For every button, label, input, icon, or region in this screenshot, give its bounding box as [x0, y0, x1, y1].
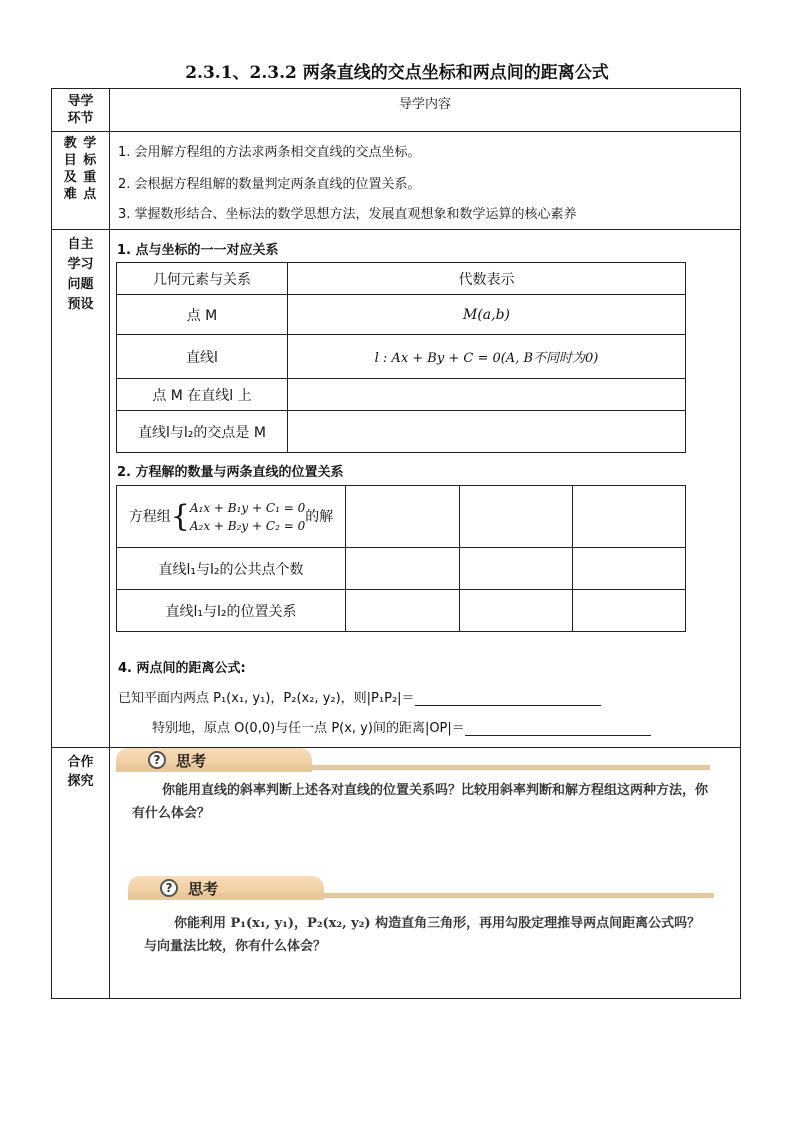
table-cell: M(a,b): [288, 295, 686, 335]
table-cell: [346, 590, 460, 632]
think-label-2: 思考: [188, 880, 219, 898]
goal-item-3: 3. 掌握数形结合、坐标法的数学思想方法，发展直观想象和数学运算的核心素养: [118, 207, 577, 222]
table-cell: 直线l₁与l₂的公共点个数: [117, 548, 346, 590]
table-cell: 点 M 在直线l 上: [117, 379, 288, 411]
equation-system: [190, 499, 305, 535]
table-cell: [460, 548, 573, 590]
table-cell: [117, 486, 346, 548]
table-cell: [573, 486, 686, 548]
table-cell: [460, 590, 573, 632]
formula-text: 特别地，原点 O(0,0)与任一点 P(x, y)间的距离|OP|＝: [152, 721, 465, 736]
question-icon: ?: [148, 751, 166, 769]
table-cell: [346, 548, 460, 590]
self-study-label: 自主学习问题预设: [67, 237, 94, 312]
table-cell: [288, 379, 686, 411]
question-icon: ?: [160, 879, 178, 897]
table-cell: l : Ax + By + C = 0(A, B不同时为0): [288, 335, 686, 379]
think-label-1: 思考: [176, 752, 207, 770]
answer-blank: [415, 690, 601, 706]
table-cell: 直线l: [117, 335, 288, 379]
table-cell: 点 M: [117, 295, 288, 335]
table-cell: [346, 486, 460, 548]
point-coordinate-table: [116, 262, 686, 453]
equation: A₁x + B₁y + C₁ = 0: [189, 500, 306, 515]
table-cell: [573, 590, 686, 632]
distance-formula-line: [118, 687, 601, 706]
goal-item-2: 2. 会根据方程组解的数量判定两条直线的位置关系。: [118, 177, 421, 192]
part2-heading: 2. 方程解的数量与两条直线的位置关系: [117, 465, 344, 480]
origin-distance-line: [152, 717, 651, 736]
equation-solution-table: [116, 485, 686, 632]
row-label: 的解: [305, 508, 334, 525]
table-cell: [460, 486, 573, 548]
table-header: 代数表示: [288, 263, 686, 295]
brace: {: [170, 498, 190, 534]
table-cell: [288, 411, 686, 453]
row-label: 方程组: [128, 508, 171, 525]
row-divider: [52, 229, 740, 230]
lesson-table: [51, 88, 741, 999]
equation: A₂x + B₂y + C₂ = 0: [189, 518, 306, 533]
answer-blank: [465, 720, 651, 736]
row-divider: [52, 131, 740, 132]
column-divider: [109, 89, 110, 998]
part4-heading: 4. 两点间的距离公式:: [118, 661, 246, 676]
table-cell: 直线l与l₂的交点是 M: [117, 411, 288, 453]
think-text-1: 你能用直线的斜率判断上述各对直线的位置关系吗？比较用斜率判断和解方程组这两种方法，你有什么体会？: [132, 783, 709, 821]
table-cell: 直线l₁与l₂的位置关系: [117, 590, 346, 632]
header-col-stage: 导学环节: [67, 94, 94, 126]
goal-item-1: 1. 会用解方程组的方法求两条相交直线的交点坐标。: [118, 145, 421, 160]
think-text-2: 你能利用 P₁(x₁, y₁)，P₂(x₂, y₂) 构造直角三角形，再用勾股定理推导两点间距离公式吗？与向量法比较，你有什么体会？: [144, 916, 701, 954]
coop-label: 合作探究: [67, 755, 94, 789]
part1-heading: 1. 点与坐标的一一对应关系: [117, 243, 279, 258]
goals-label: 教 学 目 标 及 重 难 点: [63, 136, 98, 202]
formula-text: 已知平面内两点 P₁(x₁, y₁)，P₂(x₂, y₂)，则|P₁P₂|＝: [118, 691, 415, 706]
header-col-content: 导学内容: [398, 97, 451, 112]
table-header: 几何元素与关系: [117, 263, 288, 295]
page-title: 2.3.1、2.3.2 两条直线的交点坐标和两点间的距离公式: [185, 63, 609, 83]
table-cell: [573, 548, 686, 590]
